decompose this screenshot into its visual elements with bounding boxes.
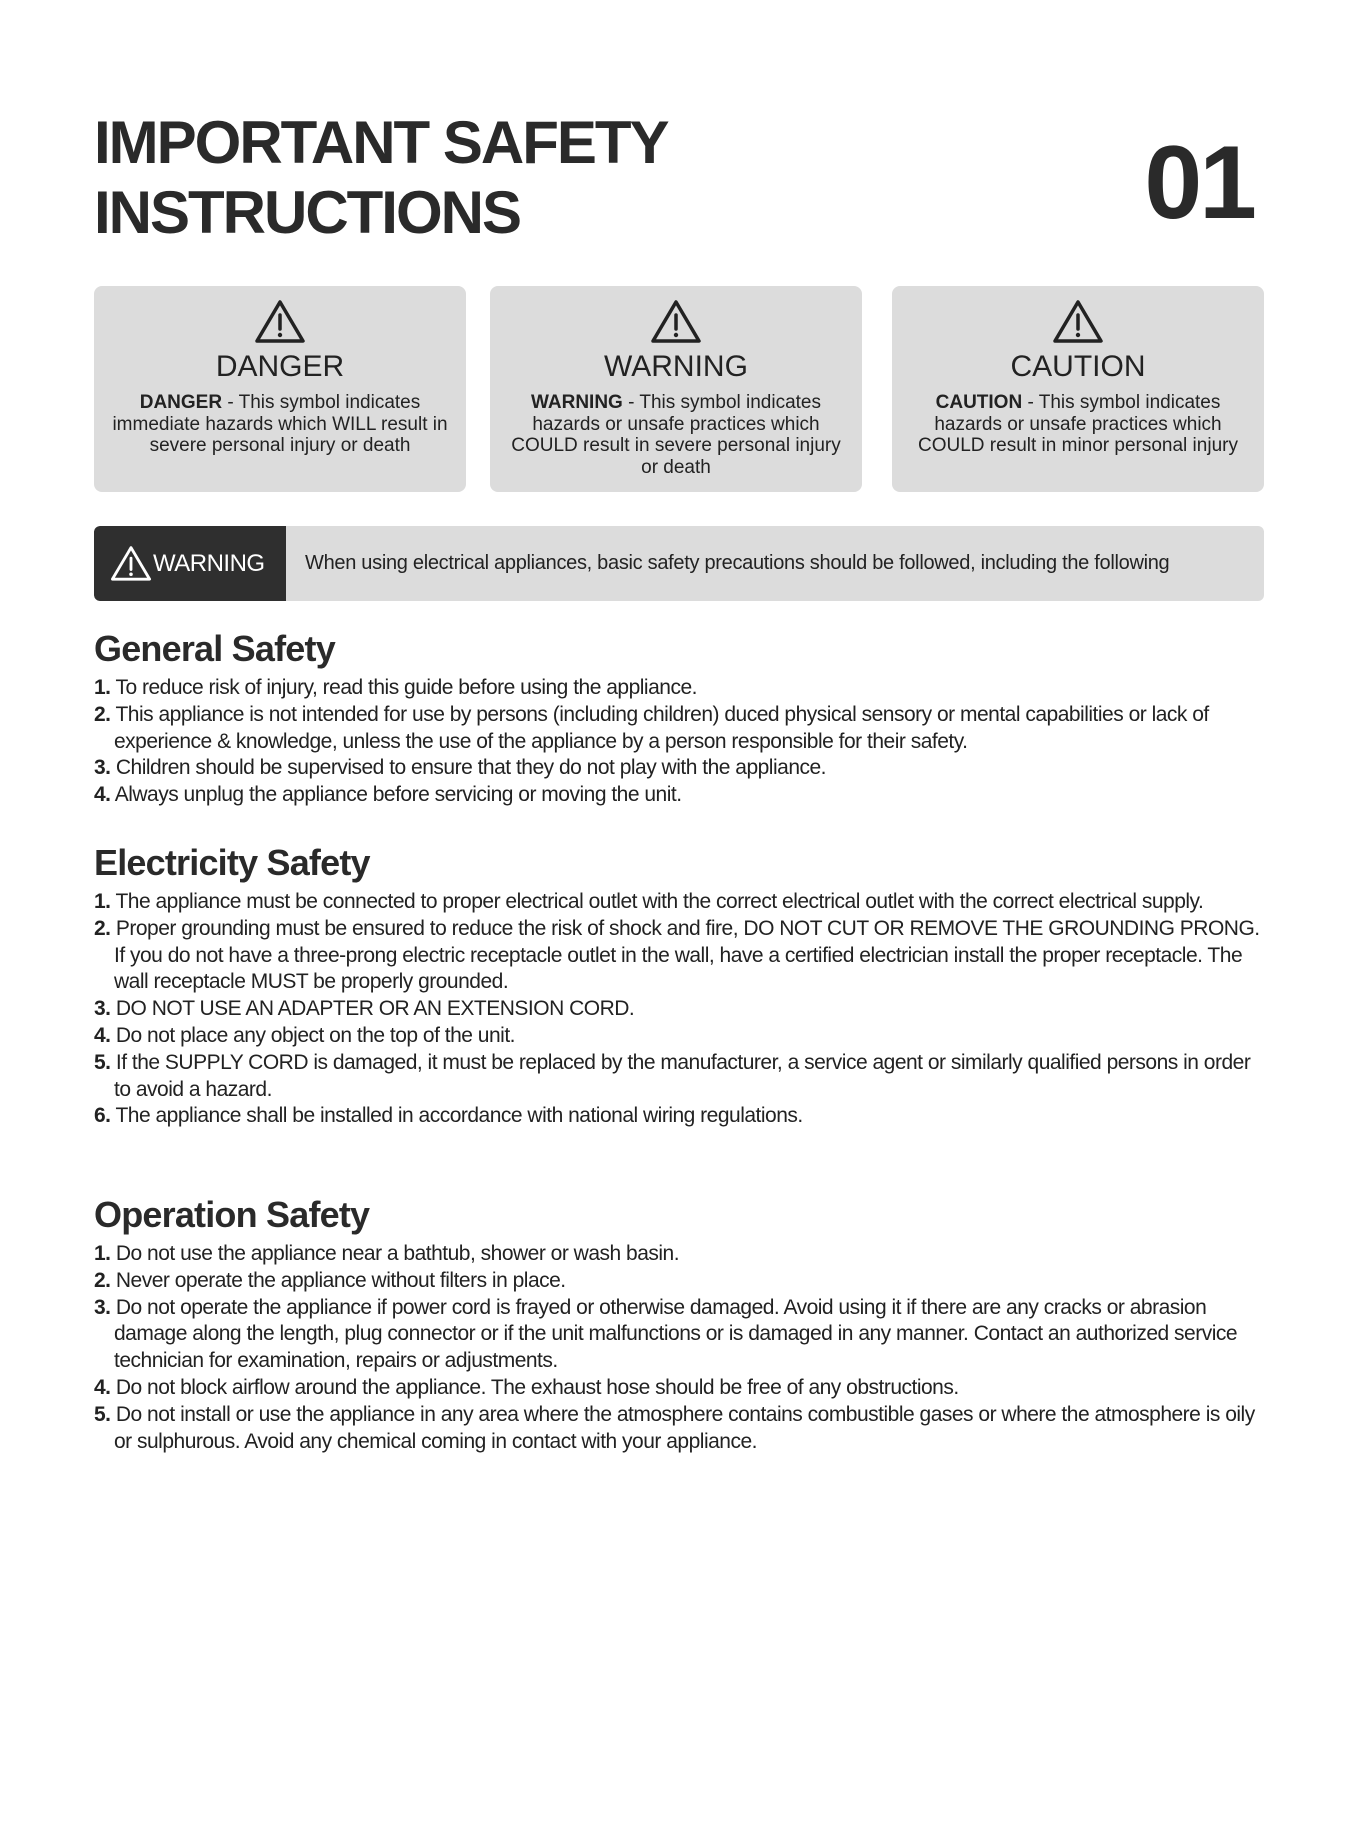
warning-card-description: WARNING - This symbol indicates hazards or unsafe practices which COULD result in severe personal injury or death <box>511 392 841 478</box>
section-heading: Operation Safety <box>94 1194 370 1235</box>
page-title-line1: IMPORTANT SAFETY <box>94 109 668 176</box>
danger-card-title: DANGER <box>215 350 345 383</box>
warning-banner-label: WARNING <box>153 550 265 577</box>
page-header <box>94 108 1264 248</box>
warning-banner-text: When using electrical appliances, basic safety precautions should be followed, including the following <box>305 552 1170 574</box>
warning-card <box>490 286 862 492</box>
caution-card-title: CAUTION <box>1010 350 1146 383</box>
warning-triangle-icon <box>254 298 306 344</box>
caution-card-description: CAUTION - This symbol indicates hazards or unsafe practices which COULD result in minor personal injury <box>918 392 1238 456</box>
warning-card-text: This symbol indicates hazards or unsafe practices which COULD result in severe personal injury or death <box>511 392 841 478</box>
warning-card-title: WARNING <box>604 350 748 383</box>
list-item: 4. Do not block airflow around the appliance. The exhaust hose should be free of any obstructions. <box>94 1375 959 1399</box>
warning-triangle-icon <box>1052 298 1104 344</box>
list-item: 6. The appliance shall be installed in accordance with national wiring regulations. <box>94 1104 803 1128</box>
page-number: 01 <box>1144 125 1254 241</box>
danger-card <box>94 286 466 492</box>
caution-card <box>892 286 1264 492</box>
list-item: 4. Always unplug the appliance before servicing or moving the unit. <box>94 783 682 807</box>
list-item: 3. Do not operate the appliance if power cord is frayed or otherwise damaged. Avoid using it if there are any cracks or abrasion damage along the length, plug connector or if the unit malfunctions or is damaged in any manner. Contact an authorized service technician for examination, repairs or adjustments. <box>94 1295 1238 1373</box>
list-item: 1. Do not use the appliance near a bathtub, shower or wash basin. <box>94 1242 680 1265</box>
list-item: 3. DO NOT USE AN ADAPTER OR AN EXTENSION CORD. <box>94 997 635 1021</box>
list-item: 2. Never operate the appliance without filters in place. <box>94 1268 566 1292</box>
caution-card-text: This symbol indicates hazards or unsafe practices which COULD result in minor personal injury <box>918 392 1238 456</box>
hazard-cards <box>94 286 1264 492</box>
warning-banner <box>94 526 1264 601</box>
list-item: 1. To reduce risk of injury, read this guide before using the appliance. <box>94 676 697 699</box>
list-item: 4. Do not place any object on the top of the unit. <box>94 1023 515 1047</box>
page-title-line2: INSTRUCTIONS <box>94 179 520 246</box>
section-heading: General Safety <box>94 628 335 669</box>
danger-card-term: DANGER <box>139 392 223 413</box>
danger-card-text: This symbol indicates immediate hazards which WILL result in severe personal injury or death <box>112 392 448 456</box>
warning-triangle-icon <box>650 298 702 344</box>
list-item: 2. Proper grounding must be ensured to reduce the risk of shock and fire, DO NOT CUT OR REMOVE THE GROUNDING PRONG. If you do not have a three-prong electric receptacle outlet in the wall, have a certified electrician install the proper receptacle. The wall receptacle MUST be properly grounded. <box>94 916 1260 994</box>
caution-card-term: CAUTION <box>935 392 1023 413</box>
page-title <box>94 108 1264 248</box>
list-item: 2. This appliance is not intended for use by persons (including children) duced physical sensory or mental capabilities or lack of experience & knowledge, unless the use of the appliance by a person responsible for their safety. <box>94 702 1209 753</box>
warning-card-term: WARNING <box>531 392 623 413</box>
list-item: 5. Do not install or use the appliance in any area where the atmosphere contains combustible gases or where the atmosphere is oily or sulphurous. Avoid any chemical coming in contact with your appliance. <box>94 1402 1255 1453</box>
general-safety-list <box>94 675 1264 809</box>
operation-safety-section <box>94 1192 1264 1455</box>
electricity-safety-section <box>94 840 1264 1130</box>
list-item: 3. Children should be supervised to ensure that they do not play with the appliance. <box>94 756 827 780</box>
danger-card-description: DANGER - This symbol indicates immediate hazards which WILL result in severe personal injury or death <box>112 392 448 456</box>
warning-triangle-icon <box>110 544 152 582</box>
operation-safety-list <box>94 1241 1264 1455</box>
list-item: 1. The appliance must be connected to proper electrical outlet with the correct electrical outlet with the correct electrical supply. <box>94 890 1204 913</box>
list-item: 5. If the SUPPLY CORD is damaged, it must be replaced by the manufacturer, a service agent or similarly qualified persons in order to avoid a hazard. <box>94 1050 1251 1101</box>
section-heading: Electricity Safety <box>94 842 370 883</box>
electricity-safety-list <box>94 889 1264 1130</box>
general-safety-section <box>94 626 1264 809</box>
warning-banner-tag <box>94 526 286 601</box>
